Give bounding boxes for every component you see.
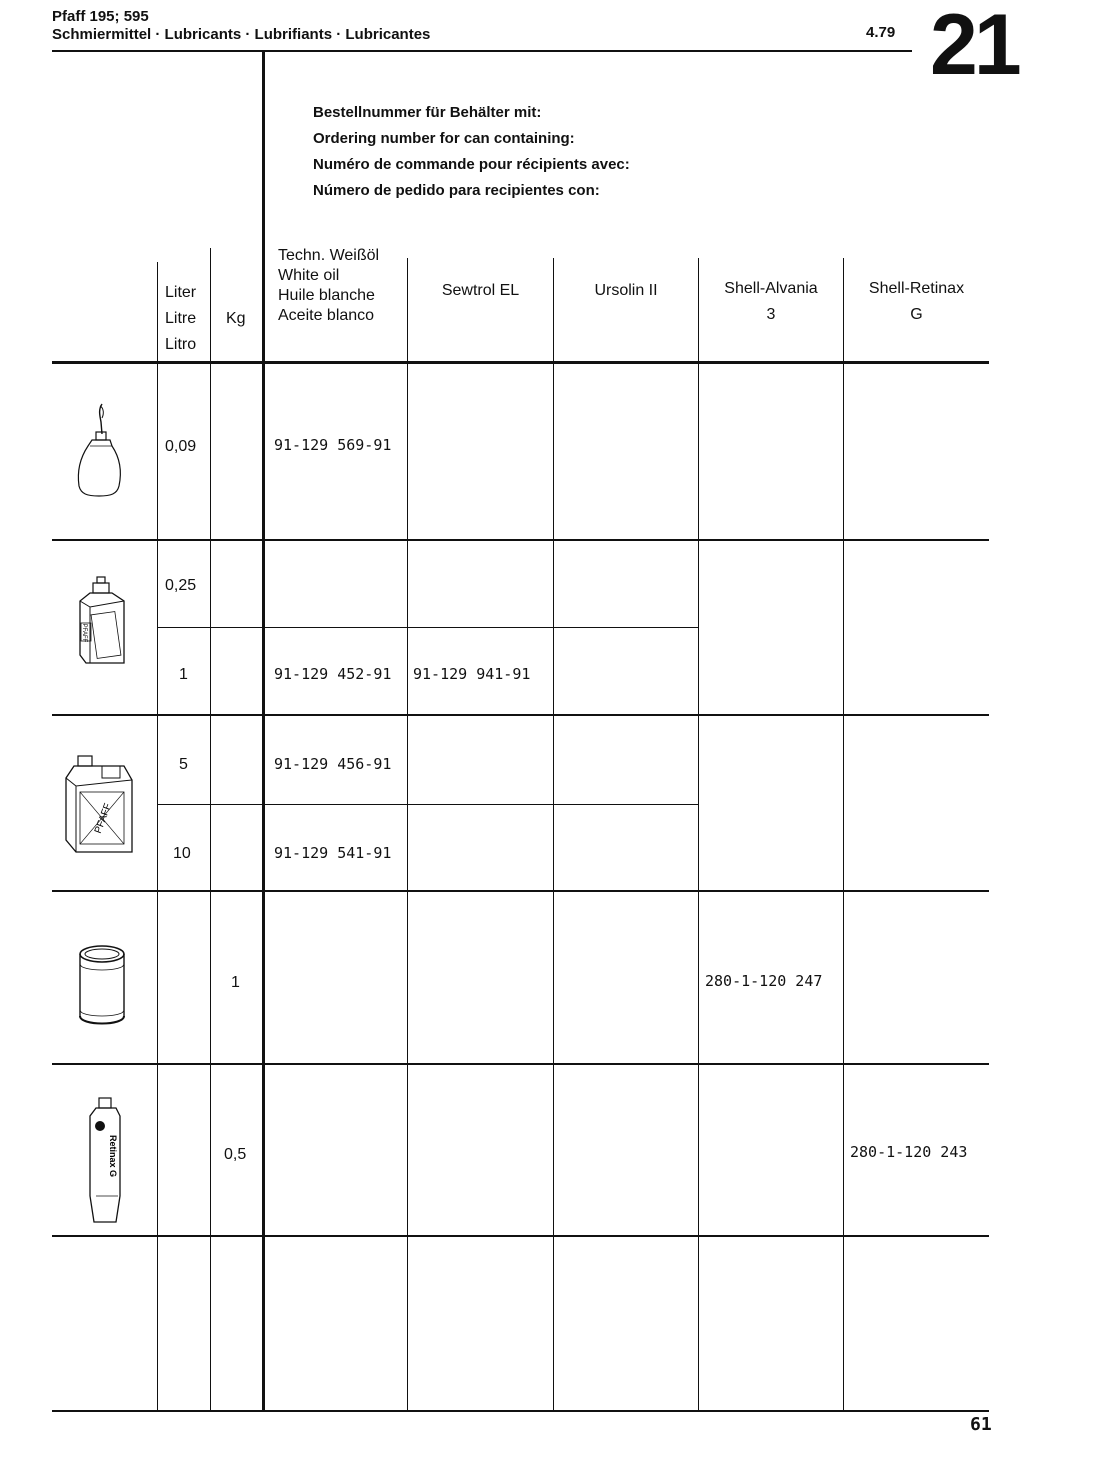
col-weight: Kg xyxy=(226,310,246,327)
table-bottom-rule xyxy=(52,1410,989,1412)
row1-white-oil: 91-129 569-91 xyxy=(274,436,392,454)
intro-de: Bestellnummer für Behälter mit: xyxy=(313,104,542,121)
section-number: 21 xyxy=(930,0,1018,93)
oil-canister-icon xyxy=(62,752,138,856)
col-divider xyxy=(210,248,211,1412)
col-white-oil-en: White oil xyxy=(278,267,340,284)
col-divider xyxy=(843,258,844,1412)
header-rule xyxy=(52,50,912,52)
col-volume-es: Litro xyxy=(165,336,197,353)
row6-alvania: 280-1-120 247 xyxy=(705,972,823,990)
squeeze-oiler-icon xyxy=(76,402,122,498)
col-divider xyxy=(698,258,699,1412)
row-separator xyxy=(52,714,989,716)
row5-white-oil: 91-129 541-91 xyxy=(274,844,392,862)
col-alvania-grade: 3 xyxy=(766,306,776,323)
intro-en: Ordering number for can containing: xyxy=(313,130,575,147)
row4-white-oil: 91-129 456-91 xyxy=(274,755,392,773)
row-separator xyxy=(52,1063,989,1065)
intro-es: Número de pedido para recipientes con: xyxy=(313,182,600,199)
row6-weight: 1 xyxy=(231,974,240,991)
row4-volume: 5 xyxy=(179,756,188,773)
col-retinax-grade: G xyxy=(910,306,923,323)
row7-weight: 0,5 xyxy=(224,1146,247,1163)
col-white-oil-es: Aceite blanco xyxy=(278,307,375,324)
row-separator xyxy=(52,890,989,892)
col-white-oil xyxy=(278,246,379,326)
canister-label: PFAFF xyxy=(92,802,114,836)
page-subtitle: Schmiermittel · Lubricants · Lubrifiants · Lubricantes xyxy=(52,26,431,43)
col-divider xyxy=(553,258,554,1412)
row2-volume: 0,25 xyxy=(165,577,197,594)
row-subseparator xyxy=(157,804,698,805)
col-white-oil-de: Techn. Weißöl xyxy=(278,247,380,264)
row-separator xyxy=(52,1235,989,1237)
row3-volume: 1 xyxy=(179,666,188,683)
col-retinax: Shell-Retinax xyxy=(868,280,965,297)
row3-white-oil: 91-129 452-91 xyxy=(274,665,392,683)
table-header-rule xyxy=(52,361,989,364)
col-divider xyxy=(407,258,408,1412)
page-number: 61 xyxy=(970,1414,992,1435)
issue-date: 4.79 xyxy=(866,24,896,41)
col-volume-de: Liter xyxy=(165,284,197,301)
row5-volume: 10 xyxy=(173,845,191,862)
col-volume-en: Litre xyxy=(165,310,197,327)
row3-sewtrol: 91-129 941-91 xyxy=(413,665,531,683)
col-ursolin: Ursolin II xyxy=(594,282,658,299)
col-sewtrol: Sewtrol EL xyxy=(441,282,520,299)
tube-label: Retinax G xyxy=(108,1134,118,1178)
col-alvania: Shell-Alvania xyxy=(724,280,818,297)
grease-tin-icon xyxy=(76,944,128,1026)
row-subseparator xyxy=(157,627,698,628)
row7-retinax: 280-1-120 243 xyxy=(850,1143,968,1161)
col-white-oil-fr: Huile blanche xyxy=(278,287,375,304)
bottle-label: PFAFF xyxy=(81,623,87,643)
intro-fr: Numéro de commande pour récipients avec: xyxy=(313,156,630,173)
grease-tube-icon xyxy=(88,1096,124,1226)
row-separator xyxy=(52,539,989,541)
model-title: Pfaff 195; 595 xyxy=(52,8,149,25)
row1-volume: 0,09 xyxy=(165,438,197,455)
col-divider xyxy=(157,262,158,1412)
oil-bottle-icon xyxy=(76,575,128,667)
main-divider xyxy=(262,52,265,1412)
